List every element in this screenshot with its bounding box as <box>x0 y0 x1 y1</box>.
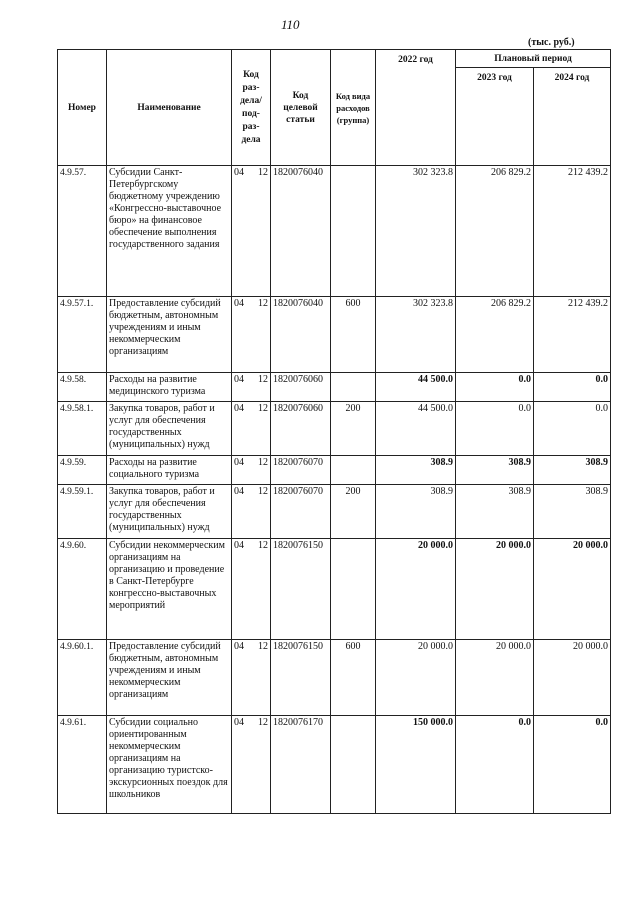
table-row <box>58 402 611 456</box>
row-number: 4.9.59. <box>58 456 107 485</box>
row-target-code: 1820076170 <box>271 716 331 814</box>
row-2022: 308.9 <box>376 456 456 485</box>
row-number: 4.9.60.1. <box>58 640 107 716</box>
row-target-code: 1820076070 <box>271 456 331 485</box>
table-row <box>58 640 611 716</box>
row-number: 4.9.57.1. <box>58 297 107 373</box>
row-2022: 150 000.0 <box>376 716 456 814</box>
subsection-code: 12 <box>258 641 268 652</box>
table-row <box>58 716 611 814</box>
section-code: 04 <box>234 167 244 178</box>
row-section-code <box>232 402 271 456</box>
header-kind: Код вида расходов (группа) <box>331 50 376 166</box>
row-kind-code <box>331 456 376 485</box>
header-name: Наименование <box>107 50 232 166</box>
row-2024: 212 439.2 <box>534 297 611 373</box>
table-row <box>58 297 611 373</box>
subsection-code: 12 <box>258 403 268 414</box>
row-2022: 302 323.8 <box>376 297 456 373</box>
row-2022: 308.9 <box>376 485 456 539</box>
subsection-code: 12 <box>258 486 268 497</box>
row-2023: 308.9 <box>456 485 534 539</box>
row-2024: 308.9 <box>534 485 611 539</box>
table-row <box>58 456 611 485</box>
header-number: Номер <box>58 50 107 166</box>
row-kind-code: 600 <box>331 297 376 373</box>
row-section-code <box>232 539 271 640</box>
row-target-code: 1820076060 <box>271 402 331 456</box>
header-2023: 2023 год <box>456 68 534 166</box>
section-code: 04 <box>234 403 244 414</box>
row-kind-code <box>331 539 376 640</box>
row-name: Предоставление субсидий бюджетным, автономным учреждениям и иным некоммерческим организациям <box>107 297 232 373</box>
row-kind-code <box>331 166 376 297</box>
section-code: 04 <box>234 374 244 385</box>
row-2024: 0.0 <box>534 402 611 456</box>
row-kind-code <box>331 716 376 814</box>
subsection-code: 12 <box>258 298 268 309</box>
row-section-code <box>232 373 271 402</box>
subsection-code: 12 <box>258 717 268 728</box>
row-number: 4.9.57. <box>58 166 107 297</box>
table-row <box>58 166 611 297</box>
row-name: Закупка товаров, работ и услуг для обеспечения государственных (муниципальных) нужд <box>107 402 232 456</box>
row-name: Предоставление субсидий бюджетным, автономным учреждениям и иным некоммерческим организациям <box>107 640 232 716</box>
units-label: (тыс. руб.) <box>528 37 575 48</box>
budget-table <box>57 49 611 814</box>
row-2023: 0.0 <box>456 402 534 456</box>
section-code: 04 <box>234 540 244 551</box>
section-code: 04 <box>234 717 244 728</box>
table-row <box>58 373 611 402</box>
subsection-code: 12 <box>258 540 268 551</box>
page-number: 110 <box>281 17 300 32</box>
row-kind-code: 200 <box>331 485 376 539</box>
header-planned: Плановый период <box>456 50 611 68</box>
row-2022: 44 500.0 <box>376 373 456 402</box>
row-target-code: 1820076070 <box>271 485 331 539</box>
row-number: 4.9.60. <box>58 539 107 640</box>
section-code: 04 <box>234 457 244 468</box>
row-2024: 20 000.0 <box>534 539 611 640</box>
row-name: Закупка товаров, работ и услуг для обеспечения государственных (муниципальных) нужд <box>107 485 232 539</box>
row-name: Расходы на развитие социального туризма <box>107 456 232 485</box>
row-2024: 20 000.0 <box>534 640 611 716</box>
row-target-code: 1820076060 <box>271 373 331 402</box>
section-code: 04 <box>234 298 244 309</box>
row-section-code <box>232 485 271 539</box>
row-2024: 0.0 <box>534 716 611 814</box>
row-2024: 212 439.2 <box>534 166 611 297</box>
row-2023: 20 000.0 <box>456 640 534 716</box>
row-name: Субсидии Санкт-Петербургскому бюджетному учреждению «Конгрессно-выставочное бюро» на финансовое обеспечение выполнения государственного задания <box>107 166 232 297</box>
row-name: Субсидии социально ориентированным некоммерческим организациям на организацию туристско-экскурсионных поездок для школьников <box>107 716 232 814</box>
row-2024: 308.9 <box>534 456 611 485</box>
row-2022: 302 323.8 <box>376 166 456 297</box>
row-section-code <box>232 297 271 373</box>
section-code: 04 <box>234 486 244 497</box>
row-2022: 44 500.0 <box>376 402 456 456</box>
subsection-code: 12 <box>258 374 268 385</box>
subsection-code: 12 <box>258 167 268 178</box>
header-2022: 2022 год <box>376 50 456 166</box>
header-target: Код целевой статьи <box>271 50 331 166</box>
header-section: Код раз-дела/ под-раз-дела <box>232 50 271 166</box>
row-kind-code <box>331 373 376 402</box>
row-name: Субсидии некоммерческим организациям на организацию и проведение в Санкт-Петербурге конгрессно-выставочных мероприятий <box>107 539 232 640</box>
row-target-code: 1820076150 <box>271 640 331 716</box>
row-2023: 206 829.2 <box>456 166 534 297</box>
section-code: 04 <box>234 641 244 652</box>
row-2024: 0.0 <box>534 373 611 402</box>
row-target-code: 1820076150 <box>271 539 331 640</box>
subsection-code: 12 <box>258 457 268 468</box>
row-2023: 308.9 <box>456 456 534 485</box>
row-name: Расходы на развитие медицинского туризма <box>107 373 232 402</box>
row-kind-code: 200 <box>331 402 376 456</box>
row-target-code: 1820076040 <box>271 166 331 297</box>
row-number: 4.9.58. <box>58 373 107 402</box>
row-2023: 20 000.0 <box>456 539 534 640</box>
row-number: 4.9.61. <box>58 716 107 814</box>
row-2023: 206 829.2 <box>456 297 534 373</box>
row-2022: 20 000.0 <box>376 539 456 640</box>
row-section-code <box>232 456 271 485</box>
row-number: 4.9.58.1. <box>58 402 107 456</box>
row-section-code <box>232 166 271 297</box>
row-section-code <box>232 716 271 814</box>
row-2022: 20 000.0 <box>376 640 456 716</box>
row-kind-code: 600 <box>331 640 376 716</box>
header-2024: 2024 год <box>534 68 611 166</box>
row-2023: 0.0 <box>456 716 534 814</box>
row-number: 4.9.59.1. <box>58 485 107 539</box>
table-row <box>58 539 611 640</box>
row-section-code <box>232 640 271 716</box>
table-row <box>58 485 611 539</box>
row-target-code: 1820076040 <box>271 297 331 373</box>
row-2023: 0.0 <box>456 373 534 402</box>
